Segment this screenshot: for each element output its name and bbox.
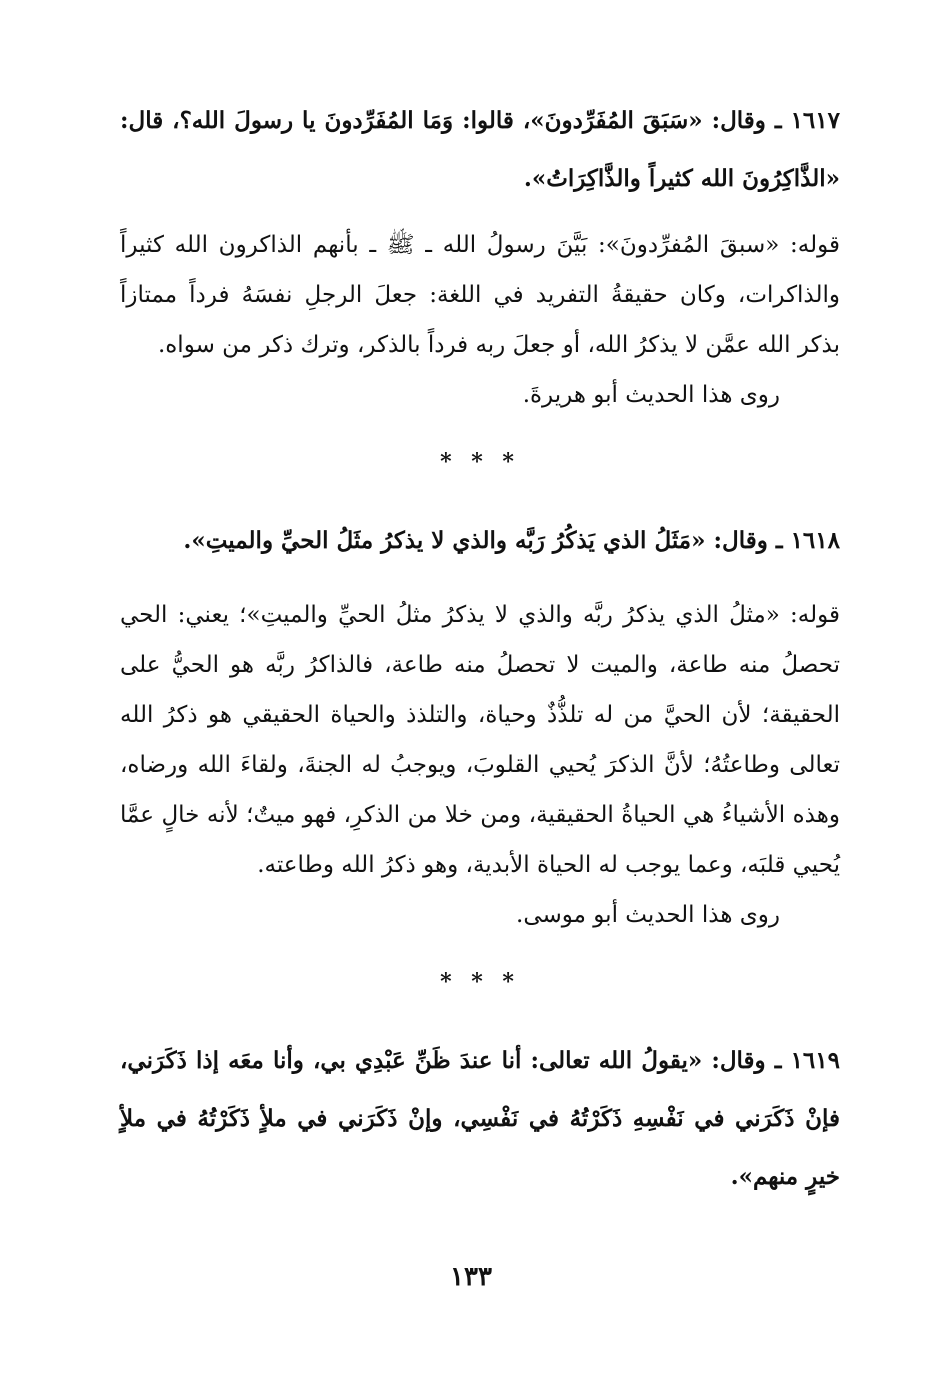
hadith-1619: ١٦١٩ ـ وقال: «يقولُ الله تعالى: أنا عندَ ظَنِّ عَبْدِي بي، وأنا معَه إذا ذَكَرَني، فإنْ ذَكَرَني في نَفْسِهِ ذَكَرْتُهُ في نَفْسِي، وإنْ ذَكَرَني في ملأٍ ذَكَرْتُهُ في ملأٍ خيرٍ منهم». — [120, 1047, 840, 1190]
commentary-1617: قوله: «سبقَ المُفرِّدونَ»: بَيَّنَ رسولُ الله ـ ﷺ ـ بأنهم الذاكرون الله كثيراً والذاكرات، وكان حقيقةُ التفريد في اللغة: جعلَ الرجلِ نفسَهُ فرداً ممتازاً بذكر الله عمَّن لا يذكرُ الله، أو جعلَ ربه فرداً بالذكر، وترك ذكر من سواه. — [120, 232, 840, 358]
commentary-1618: قوله: «مثلُ الذي يذكرُ ربَّه والذي لا يذكرُ مثلُ الحيِّ والميتِ»؛ يعني: الحي تحصلُ منه طاعة، والميت لا تحصلُ منه طاعة، فالذاكرُ ربَّه هو الحيُّ على الحقيقة؛ لأن الحيَّ من له تلذُّذٌ وحياة، والتلذذ والحياة الحقيقي هو ذكرُ الله تعالى وطاعتُهُ؛ لأنَّ الذكرَ يُحيي القلوبَ، ويوجبُ له الجنةَ، ولقاءَ الله ورضاه، وهذه الأشياءُ هي الحياةُ الحقيقية، ومن خلا من الذكرِ، فهو ميتٌ؛ لأنه خالٍ عمَّا يُحيي قلبَه، وعما يوجب له الحياة الأبدية، وهو ذكرُ الله وطاعته. — [120, 602, 840, 878]
section-separator: * * * — [440, 449, 520, 475]
hadith-1617: ١٦١٧ ـ وقال: «سَبَقَ المُفَرِّدونَ»، قالوا: وَمَا المُفَرِّدونَ يا رسولَ الله؟، قال: «الذَّاكِرُونَ الله كثيراً والذَّاكِرَاتُ». — [120, 107, 840, 192]
page-body — [120, 92, 840, 1206]
hadith-1618: ١٦١٨ ـ وقال: «مَثَلُ الذي يَذكُرُ رَبَّه والذي لا يذكرُ مثَلُ الحيِّ والميتِ». — [183, 527, 840, 554]
narrator-1618: روى هذا الحديث أبو موسى. — [516, 902, 780, 928]
page-number: ١٣٣ — [450, 1262, 492, 1292]
narrator-1617: روى هذا الحديث أبو هريرةَ. — [522, 382, 780, 408]
section-separator: * * * — [440, 969, 520, 995]
